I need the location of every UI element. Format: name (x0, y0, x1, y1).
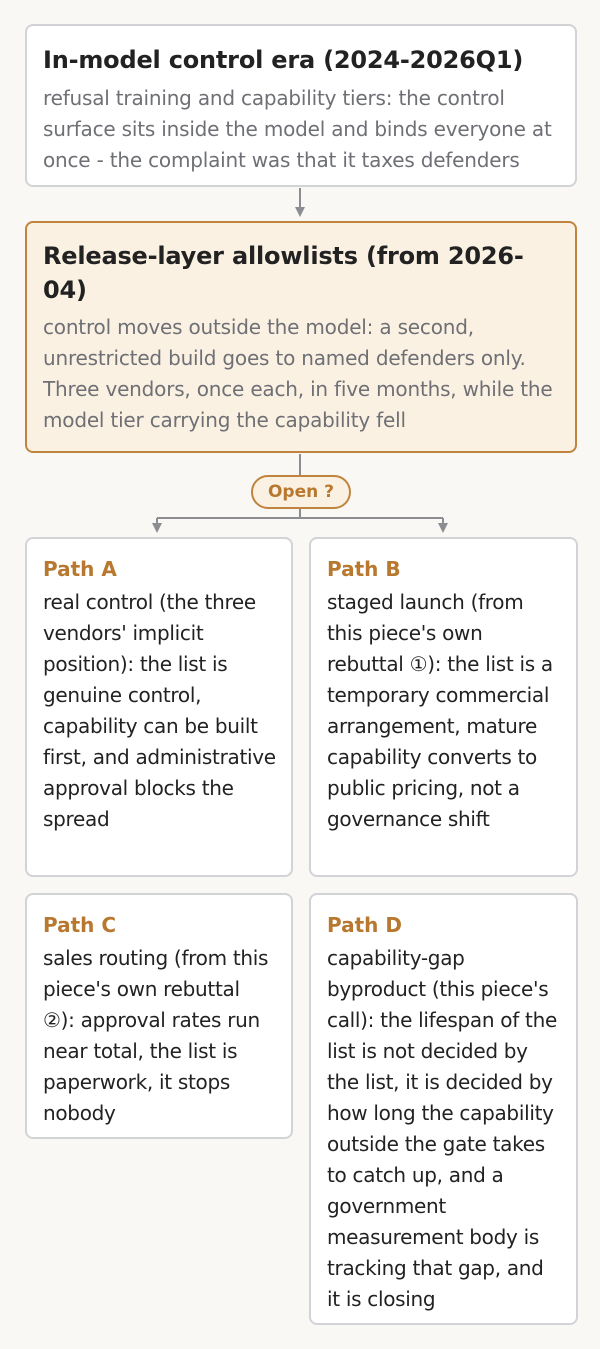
open-question-badge: Open ? (251, 475, 351, 509)
path-b-card (309, 537, 578, 877)
era-box (25, 24, 577, 187)
release-title: Release-layer allowlists (from 2026-04) (43, 242, 524, 304)
path-d-text: capability-gap byproduct (this piece's call): the lifespan of the list is not decided by the list, it is decided by how long the capability outside the gate takes to catch up, and a government measurement body is tracking that gap, and it is closing (327, 946, 557, 1311)
release-box (25, 221, 577, 453)
path-c-label: Path C (43, 913, 117, 937)
path-d-label: Path D (327, 913, 402, 937)
path-b-label: Path B (327, 557, 401, 581)
path-a-text: real control (the three vendors' implicit position): the list is genuine control, capability can be built first, and administrative approval blocks the spread (43, 590, 276, 831)
path-b-text: staged launch (from this piece's own rebuttal ①): the list is a temporary commercial arrangement, mature capability converts to public pricing, not a governance shift (327, 590, 553, 831)
path-d-card (309, 893, 578, 1325)
era-title: In-model control era (2024-2026Q1) (43, 46, 524, 74)
path-a-card (25, 537, 293, 877)
path-a-label: Path A (43, 557, 117, 581)
release-description: control moves outside the model: a second, unrestricted build goes to named defenders only. Three vendors, once each, in five months, while the model tier carrying the capability fell (43, 315, 553, 432)
path-c-text: sales routing (from this piece's own rebuttal ②): approval rates run near total, the list is paperwork, it stops nobody (43, 946, 269, 1125)
era-description: refusal training and capability tiers: the control surface sits inside the model and binds everyone at once - the complaint was that it taxes defenders (43, 86, 552, 172)
path-c-card (25, 893, 293, 1139)
